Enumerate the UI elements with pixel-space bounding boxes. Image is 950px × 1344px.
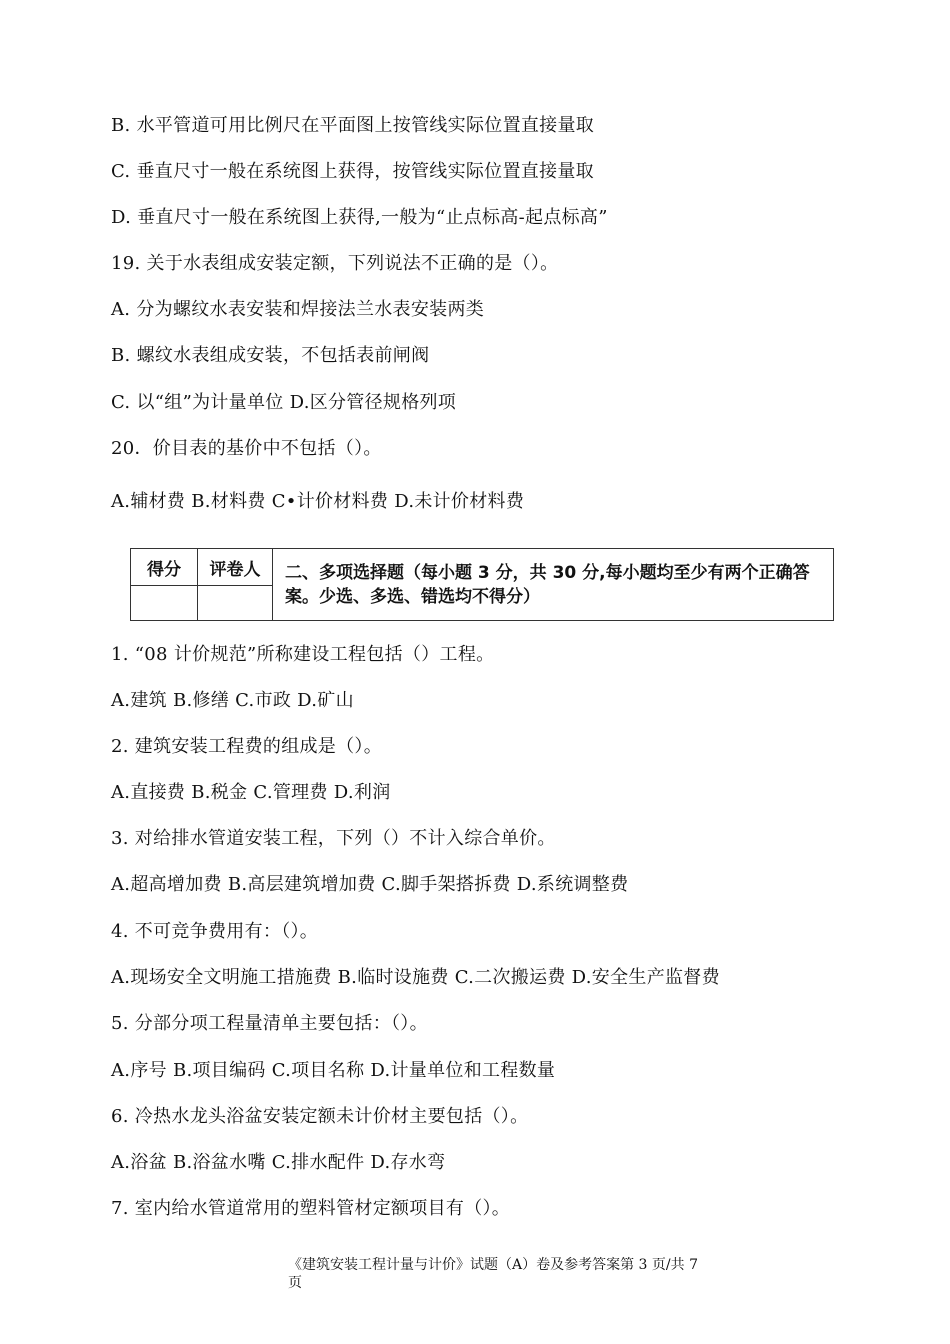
option-d-vertical-size: D. 垂直尺寸一般在系统图上获得,一般为“止点标高-起点标高” xyxy=(111,207,608,228)
option-c-vertical-size: C. 垂直尺寸一般在系统图上获得，按管线实际位置直接量取 xyxy=(111,161,594,182)
mc-question-1-options: A.建筑 B.修缮 C.市政 D.矿山 xyxy=(111,690,354,711)
mc-question-3: 3. 对给排水管道安装工程，下列（）不计入综合单价。 xyxy=(111,828,556,849)
page-footer: 《建筑安装工程计量与计价》试题（A）卷及参考答案第 3 页/共 7 页 xyxy=(288,1257,698,1291)
mc-question-3-options: A.超高增加费 B.高层建筑增加费 C.脚手架搭拆费 D.系统调整费 xyxy=(111,874,629,895)
mc-question-7: 7. 室内给水管道常用的塑料管材定额项目有（）。 xyxy=(111,1198,511,1219)
question-19: 19. 关于水表组成安装定额，下列说法不正确的是（）。 xyxy=(111,253,559,274)
grader-cell[interactable] xyxy=(198,586,273,621)
score-table xyxy=(130,548,834,621)
mc-question-5-options: A.序号 B.项目编码 C.项目名称 D.计量单位和工程数量 xyxy=(111,1060,556,1081)
section-title: 二、多项选择题（每小题 3 分，共 30 分,每小题均至少有两个正确答案。少选、多选、错选均不得分） xyxy=(273,549,834,621)
mc-question-1: 1. “08 计价规范”所称建设工程包括（）工程。 xyxy=(111,644,495,665)
question-19-option-a: A. 分为螺纹水表安装和焊接法兰水表安装两类 xyxy=(111,299,485,320)
mc-question-6-options: A.浴盆 B.浴盆水嘴 C.排水配件 D.存水弯 xyxy=(111,1152,446,1173)
question-19-option-b: B. 螺纹水表组成安装，不包括表前闸阀 xyxy=(111,345,430,366)
question-20-options: A.辅材费 B.材料费 C•计价材料费 D.未计价材料费 xyxy=(111,491,525,512)
score-header: 得分 xyxy=(131,549,198,586)
mc-question-4-options: A.现场安全文明施工措施费 B.临时设施费 C.二次搬运费 D.安全生产监督费 xyxy=(111,967,720,988)
mc-question-5: 5. 分部分项工程量清单主要包括：（）。 xyxy=(111,1013,428,1034)
question-19-options-cd: C. 以“组”为计量单位 D.区分管径规格列项 xyxy=(111,392,457,413)
mc-question-2: 2. 建筑安装工程费的组成是（）。 xyxy=(111,736,382,757)
mc-question-6: 6. 冷热水龙头浴盆安装定额未计价材主要包括（）。 xyxy=(111,1106,529,1127)
question-20: 20．价目表的基价中不包括（）。 xyxy=(111,438,382,459)
score-cell[interactable] xyxy=(131,586,198,621)
grader-header: 评卷人 xyxy=(198,549,273,586)
mc-question-4: 4. 不可竞争费用有：（）。 xyxy=(111,921,319,942)
option-b-horizontal-pipe: B. 水平管道可用比例尺在平面图上按管线实际位置直接量取 xyxy=(111,115,595,136)
mc-question-2-options: A.直接费 B.税金 C.管理费 D.利润 xyxy=(111,782,391,803)
